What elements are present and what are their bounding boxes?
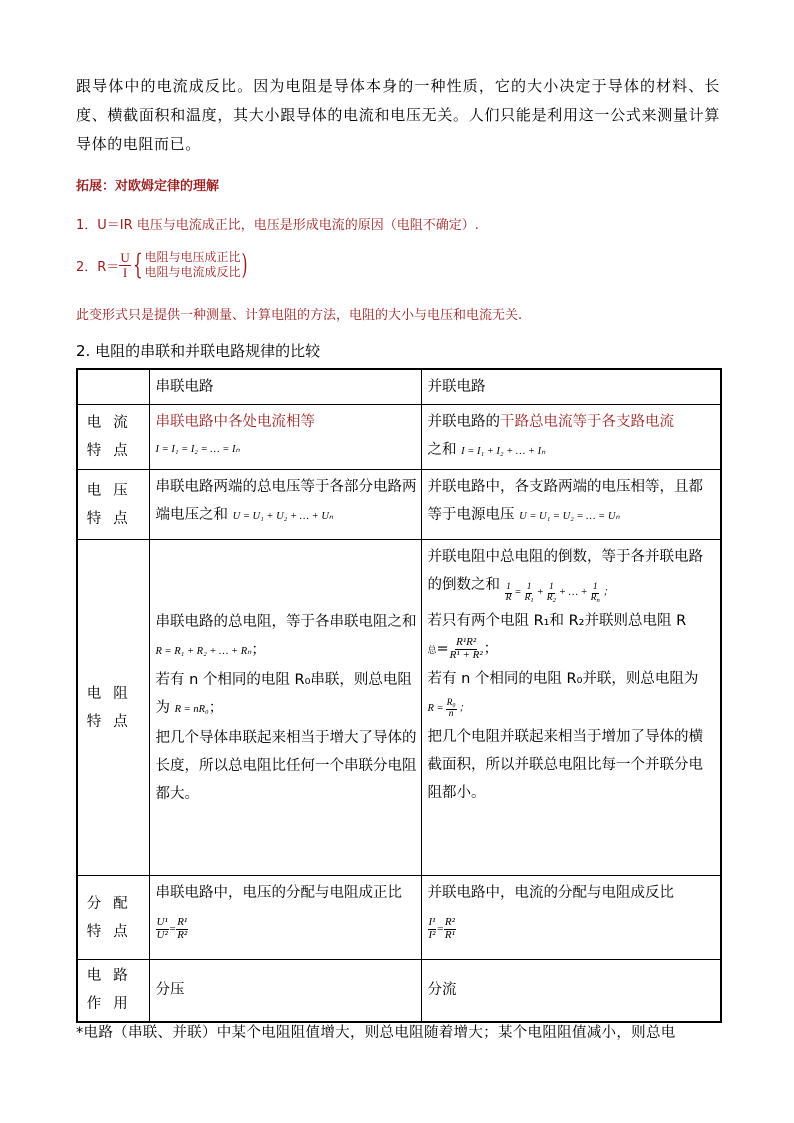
voltage-parallel-text: 并联电路中，各支路两端的电压相等，且都等于电源电压	[427, 479, 703, 523]
extension-item-1: 1．U＝IR 电压与电流成正比，电压是形成电流的原因（电阻不确定）.	[76, 218, 479, 233]
row-distribution	[77, 876, 721, 960]
resistance-series-p2: 若有 n 个相同的电阻 R₀串联，则总电阻为	[155, 671, 412, 716]
row-function	[77, 960, 721, 1022]
header-empty-cell	[77, 369, 149, 405]
frac-1-over-r2: $\frac{1}{R_2}$	[546, 581, 556, 604]
distribution-parallel-num1: I¹	[428, 916, 436, 928]
section-title: 2. 电阻的串联和并联电路规律的比较	[76, 342, 321, 360]
frac-1-over-rn: $\frac{1}{R_n}$	[590, 581, 600, 604]
frac-1-over-r: $\frac{1}{R}$	[505, 582, 512, 603]
resistance-parallel-f3: R = $\frac{\text{R₀}}{n}$ ；	[428, 695, 470, 723]
resistance-parallel-f3-lhs: R =	[427, 703, 444, 715]
voltage-series-cell	[149, 470, 421, 540]
item2-fraction	[119, 251, 130, 279]
left-brace-icon: {	[132, 248, 143, 281]
distribution-series-den1: U²	[156, 928, 168, 941]
intro-paragraph: 跟导体中的电流成反比。因为电阻是导体本身的一种性质，它的大小决定于导体的材料、长度、横截面积和温度，其大小跟导体的电流和电压无关。人们只能是利用这一公式来测量计算导体的电阻而已。	[76, 77, 720, 153]
row-resistance	[77, 540, 721, 876]
header-parallel: 并联电路	[421, 369, 721, 405]
resistance-parallel-f3-num: R₀	[446, 698, 456, 708]
right-paren-icon: )	[241, 248, 248, 281]
distribution-parallel-frac2	[444, 917, 456, 941]
distribution-label: 分配特点	[77, 876, 149, 960]
resistance-parallel-f1: $\frac{1}{R}$ = $\frac{1}{R_1}$ + $\frac{1}{R_2}$ + … + $\frac{1}{R_n}$ ；	[505, 581, 614, 604]
resistance-parallel-p2-sub: 总	[427, 646, 437, 657]
resistance-parallel-p4: 把几个电阻并联起来相当于增加了导体的横截面积，所以并联总电阻比每一个并联分电阻都小。	[427, 729, 703, 802]
item2-prefix: 2．R＝	[76, 259, 120, 275]
comparison-table	[76, 368, 722, 1023]
current-series-text: 串联电路中各处电流相等	[155, 414, 315, 430]
extension-title: 拓展：对欧姆定律的理解	[76, 179, 220, 194]
resistance-parallel-f2	[449, 637, 484, 661]
current-series-formula: I = I₁ = I₂ = … = Iₙ	[155, 444, 240, 455]
distribution-series-frac1	[156, 917, 169, 941]
distribution-series-frac2	[176, 917, 188, 941]
voltage-series-formula: U = U₁ + U₂ + … + Uₙ	[232, 511, 334, 522]
distribution-parallel-formula: $\frac{\text{I¹}}{\text{I²}}$ = $\frac{\text{R²}}{\text{R¹}}$	[428, 916, 455, 941]
distribution-parallel-text: 并联电路中，电流的分配与电阻成反比	[427, 885, 674, 901]
resistance-series-cell: 串联电路的总电阻，等于各串联电阻之和 R = R₁ + R₂ + … + Rₙ； 若有 n 个相同的电阻 R₀串联，则总电阻为 R = nR₀； 把几个导体串联起来相当于增大了导体的长度，所以总电阻比任何一个串联分电阻都大。	[149, 540, 421, 876]
item2-den: I	[122, 264, 128, 280]
resistance-series-p1: 串联电路的总电阻，等于各串联电阻之和	[155, 613, 417, 630]
item2-line2: 电阻与电流成反比	[144, 265, 241, 279]
voltage-parallel-formula: U = U₁ = U₂ = … = Uₙ	[519, 511, 620, 522]
frac-1-over-r1: $\frac{1}{R_1}$	[524, 581, 534, 604]
header-series: 串联电路	[149, 369, 421, 405]
function-label: 电路作用	[77, 960, 149, 1022]
item2-line1: 电阻与电压成正比	[144, 250, 241, 264]
item2-num: U	[120, 249, 130, 265]
resistance-label: 电阻特点	[77, 540, 149, 876]
resistance-parallel-f3-den: n	[448, 708, 454, 719]
voltage-label: 电压特点	[77, 470, 149, 540]
resistance-series-f1: R = R₁ + R₂ + … + Rₙ	[155, 645, 252, 657]
distribution-series-formula: $\frac{\text{U¹}}{\text{U²}}$ = $\frac{\text{R¹}}{\text{R²}}$	[156, 916, 188, 941]
distribution-series-den2: R²	[177, 928, 188, 941]
voltage-series-text: 串联电路两端的总电压等于各部分电路两端电压之和	[155, 479, 417, 523]
current-series-cell	[149, 405, 421, 470]
extension-note: 此变形式只是提供一种测量、计算电阻的方法，电阻的大小与电压和电流无关.	[76, 308, 523, 323]
current-parallel-cell	[421, 405, 721, 470]
distribution-series-num2: R¹	[177, 916, 188, 928]
resistance-parallel-p3: 若有 n 个相同的电阻 R₀并联，则总电阻为	[427, 671, 699, 688]
resistance-series-f2: R = nR₀	[174, 703, 209, 715]
resistance-parallel-f2-den: R¹ + R²	[449, 648, 483, 661]
function-series: 分压	[149, 960, 421, 1022]
function-parallel: 分流	[421, 960, 721, 1022]
resistance-parallel-f3-frac	[446, 699, 457, 720]
row-voltage	[77, 470, 721, 540]
resistance-parallel-p2: 若只有两个电阻 R₁和 R₂并联则总电阻 R	[427, 613, 687, 630]
current-parallel-b: 干路总电流等于各支路电流	[500, 414, 674, 430]
item2-brace-group	[131, 250, 248, 280]
table-header-row	[77, 369, 721, 405]
voltage-parallel-cell	[421, 470, 721, 540]
distribution-series-num1: U¹	[156, 916, 168, 928]
current-parallel-a: 并联电路的	[427, 414, 500, 430]
resistance-series-p3: 把几个导体串联起来相当于增大了导体的长度，所以总电阻比任何一个串联分电阻都大。	[155, 729, 417, 802]
item2-stack	[145, 250, 241, 280]
footer-text: *电路（串联、并联）中某个电阻阻值增大，则总电阻随着增大；某个电阻阻值减小，则总电	[76, 1025, 676, 1041]
current-label: 电流特点	[77, 405, 149, 470]
resistance-parallel-p1: 并联电阻中总电阻的倒数，等于各并联电路的倒数之和	[427, 549, 703, 593]
resistance-parallel-f2-num: R¹R²	[456, 636, 477, 649]
distribution-series-cell	[149, 876, 421, 960]
distribution-parallel-den2: R¹	[444, 928, 455, 941]
current-parallel-c: 之和	[427, 442, 457, 458]
distribution-parallel-den1: I²	[428, 928, 436, 941]
current-parallel-formula: I = I₁ + I₂ + … + Iₙ	[461, 446, 546, 457]
distribution-parallel-cell	[421, 876, 721, 960]
resistance-parallel-cell: 并联电阻中总电阻的倒数，等于各并联电路的倒数之和 $\frac{1}{R}$ = $\frac{1}{R_1}$ + $\frac{1}{R_2}$ + … + $\frac{1}{R_n}$ ； 若只有两个电阻 R₁和 R₂并联则总电阻 R 总= $\frac{\text{R¹R²}}{\text{R¹ + R²}}$ ； 若有 n 个相同的电阻 R₀并联，则总电阻为 R = $\frac{\text{R₀}}{n}$ ； 把几个电阻并联起来相当于增加了导体的横截面积，所以并联总电阻比每一个并联分电阻都小。	[421, 540, 721, 876]
distribution-series-text: 串联电路中，电压的分配与电阻成正比	[155, 885, 402, 901]
distribution-parallel-frac1	[428, 917, 437, 941]
row-current	[77, 405, 721, 470]
extension-item-2	[76, 250, 247, 280]
distribution-parallel-num2: R²	[444, 916, 455, 928]
